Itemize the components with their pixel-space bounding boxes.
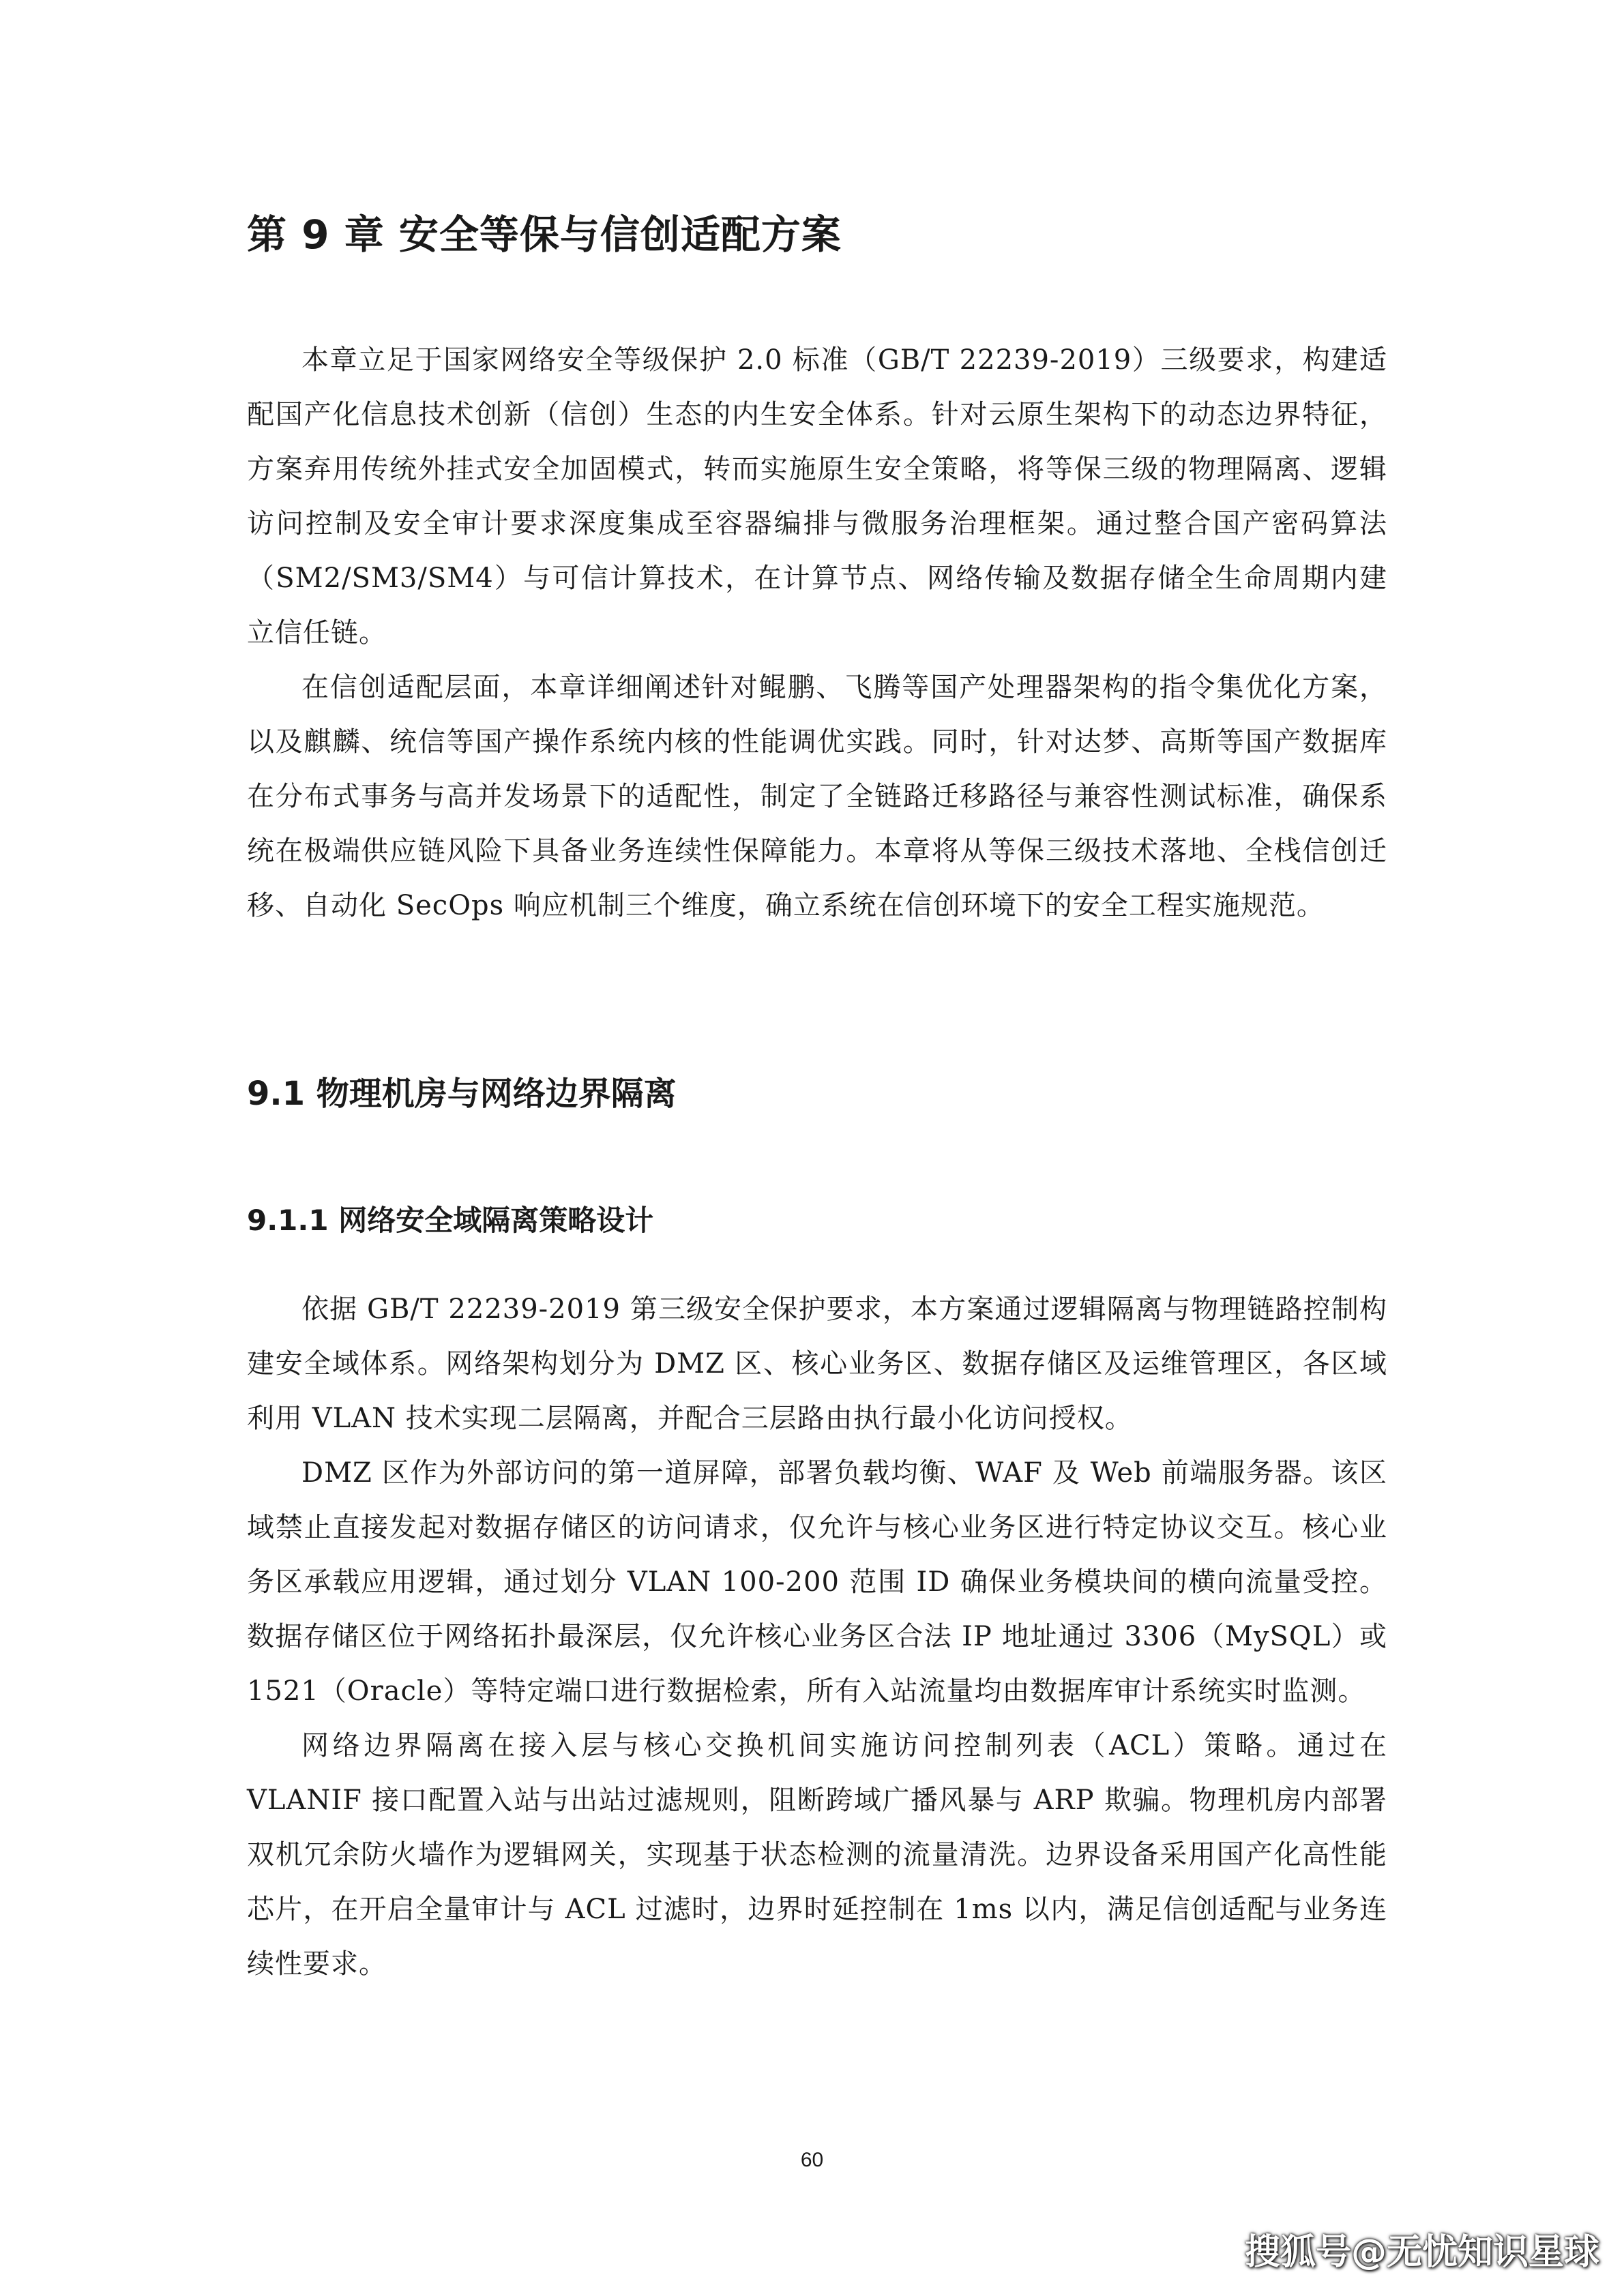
section-heading-9-1-1: 9.1.1 网络安全域隔离策略设计: [247, 1204, 654, 1237]
watermark: 搜狐号@无忧知识星球: [1244, 2232, 1599, 2273]
body-paragraph-1: 依据 GB/T 22239-2019 第三级安全保护要求，本方案通过逻辑隔离与物理链路控制构建安全域体系。网络架构划分为 DMZ 区、核心业务区、数据存储区及运维管理区，各区域利用 VLAN 技术实现二层隔离，并配合三层路由执行最小化访问授权。: [247, 1294, 1387, 1434]
section-9-1-1-body: [247, 1282, 1387, 1991]
body-paragraph-2: DMZ 区作为外部访问的第一道屏障，部署负载均衡、WAF 及 Web 前端服务器。该区域禁止直接发起对数据存储区的访问请求，仅允许与核心业务区进行特定协议交互。核心业务区承载应用逻辑，通过划分 VLAN 100-200 范围 ID 确保业务模块间的横向流量受控。数据存储区位于网络拓扑最深层，仅允许核心业务区合法 IP 地址通过 3306（MySQL）或 1521（Oracle）等特定端口进行数据检索，所有入站流量均由数据库审计系统实时监测。: [247, 1457, 1387, 1707]
intro-paragraph-1: 本章立足于国家网络安全等级保护 2.0 标准（GB/T 22239-2019）三级要求，构建适配国产化信息技术创新（信创）生态的内生安全体系。针对云原生架构下的动态边界特征，方案弃用传统外挂式安全加固模式，转而实施原生安全策略，将等保三级的物理隔离、逻辑访问控制及安全审计要求深度集成至容器编排与微服务治理框架。通过整合国产密码算法（SM2/SM3/SM4）与可信计算技术，在计算节点、网络传输及数据存储全生命周期内建立信任链。: [247, 344, 1387, 648]
intro-section: [247, 333, 1387, 933]
section-heading-9-1: 9.1 物理机房与网络边界隔离: [247, 1075, 677, 1113]
body-paragraph-3: 网络边界隔离在接入层与核心交换机间实施访问控制列表（ACL）策略。通过在 VLANIF 接口配置入站与出站过滤规则，阻断跨域广播风暴与 ARP 欺骗。物理机房内部署双机冗余防火墙作为逻辑网关，实现基于状态检测的流量清洗。边界设备采用国产化高性能芯片，在开启全量审计与 ACL 过滤时，边界时延控制在 1ms 以内，满足信创适配与业务连续性要求。: [247, 1730, 1387, 1980]
chapter-title: 第 9 章 安全等保与信创适配方案: [247, 211, 842, 258]
intro-paragraph-2: 在信创适配层面，本章详细阐述针对鲲鹏、飞腾等国产处理器架构的指令集优化方案，以及麒麟、统信等国产操作系统内核的性能调优实践。同时，针对达梦、高斯等国产数据库在分布式事务与高并发场景下的适配性，制定了全链路迁移路径与兼容性测试标准，确保系统在极端供应链风险下具备业务连续性保障能力。本章将从等保三级技术落地、全栈信创迁移、自动化 SecOps 响应机制三个维度，确立系统在信创环境下的安全工程实施规范。: [247, 672, 1387, 921]
page-number: 60: [800, 2149, 824, 2171]
